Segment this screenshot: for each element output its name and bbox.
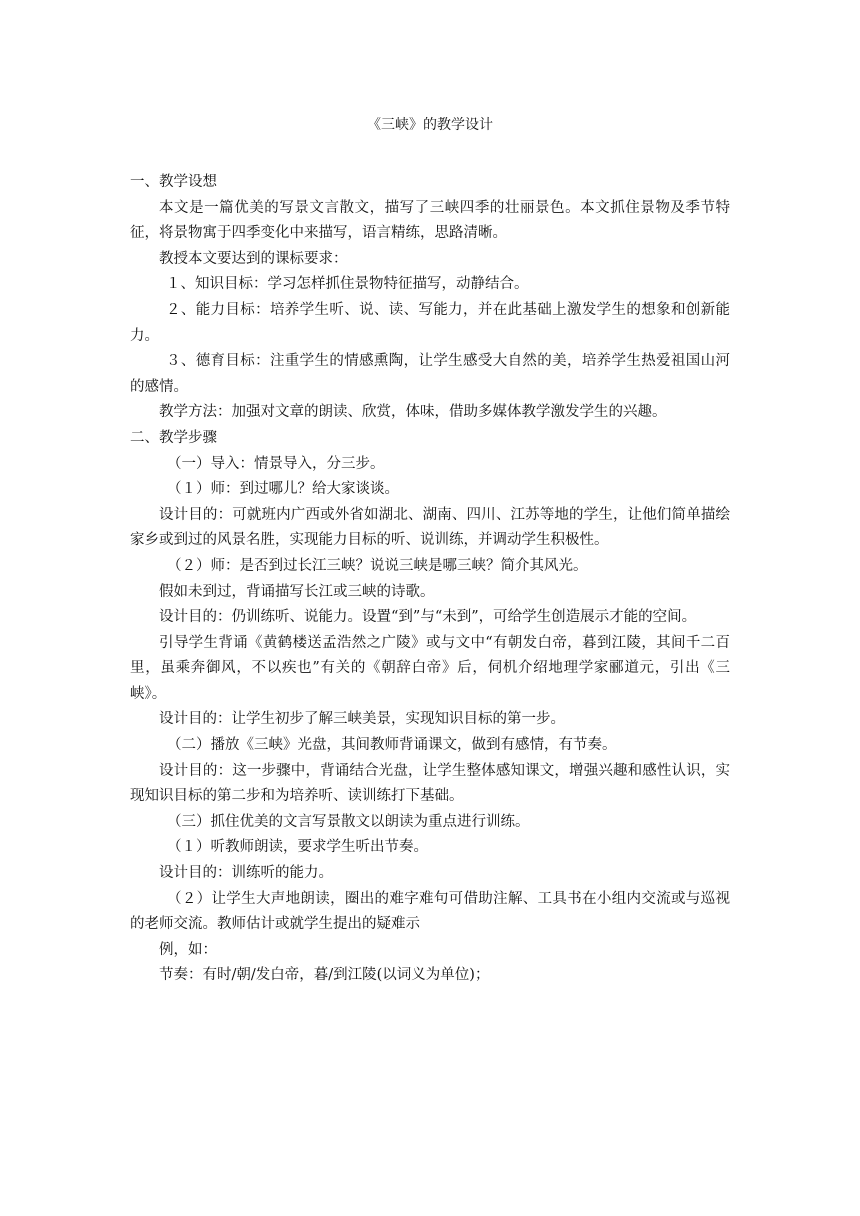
paragraph: 设计目的：这一步骤中，背诵结合光盘，让学生整体感知课文，增强兴趣和感性认识，实现知识目标的第二步和为培养听、读训练打下基础。 bbox=[130, 762, 730, 805]
paragraph: （二）播放《三峡》光盘，其间教师背诵课文，做到有感情，有节奏。 bbox=[167, 737, 617, 754]
paragraph: ２、能力目标：培养学生听、说、读、写能力，并在此基础上激发学生的想象和创新能力。 bbox=[130, 301, 730, 344]
paragraph: 设计目的：训练听的能力。 bbox=[159, 865, 333, 882]
section-heading: 二、教学步骤 bbox=[130, 429, 217, 446]
paragraph: １、知识目标：学习怎样抓住景物特征描写，动静结合。 bbox=[166, 276, 529, 293]
document-body bbox=[130, 170, 730, 989]
paragraph: （１）师：到过哪儿？给大家谈谈。 bbox=[167, 481, 399, 498]
paragraph: 假如未到过，背诵描写长江或三峡的诗歌。 bbox=[159, 583, 435, 600]
paragraph: （２）让学生大声地朗读，圈出的难字难句可借助注解、工具书在小组内交流或与巡视的老师交流。教师估计或就学生提出的疑难示 bbox=[130, 890, 730, 933]
paragraph: （２）师：是否到过长江三峡？说说三峡是哪三峡？简介其风光。 bbox=[167, 557, 588, 574]
paragraph: 引导学生背诵《黄鹤楼送孟浩然之广陵》或与文中“有朝发白帝，暮到江陵，其间千二百里，虽乘奔御风，不以疾也”有关的《朝辞白帝》后，伺机介绍地理学家郦道元，引出《三峡》。 bbox=[130, 634, 730, 702]
paragraph: 例，如： bbox=[159, 941, 217, 958]
paragraph: ３、德育目标：注重学生的情感熏陶，让学生感受大自然的美，培养学生热爱祖国山河的感情。 bbox=[130, 353, 730, 395]
paragraph: （１）听教师朗读，要求学生听出节奏。 bbox=[167, 839, 428, 856]
paragraph: （一）导入：情景导入，分三步。 bbox=[167, 455, 385, 472]
document-title: 《三峡》的教学设计 bbox=[367, 117, 493, 133]
paragraph: 教学方法：加强对文章的朗读、欣赏，体味，借助多媒体教学激发学生的兴趣。 bbox=[159, 404, 667, 421]
section-heading: 一、教学设想 bbox=[130, 174, 217, 190]
paragraph: 节奏：有时/朝/发白帝，暮/到江陵(以词义为单位)； bbox=[159, 967, 490, 984]
paragraph: 设计目的：仍训练听、说能力。设置“到”与“未到”，可给学生创造展示才能的空间。 bbox=[159, 609, 697, 626]
paragraph: （三）抓住优美的文言写景散文以朗读为重点进行训练。 bbox=[167, 813, 530, 830]
paragraph: 设计目的：可就班内广西或外省如湖北、湖南、四川、江苏等地的学生，让他们简单描绘家乡或到过的风景名胜，实现能力目标的听、说训练，并调动学生积极性。 bbox=[130, 506, 730, 549]
paragraph: 本文是一篇优美的写景文言散文，描写了三峡四季的壮丽景色。本文抓住景物及季节特征，将景物寓于四季变化中来描写，语言精练，思路清晰。 bbox=[130, 199, 730, 242]
paragraph: 教授本文要达到的课标要求： bbox=[159, 250, 348, 267]
paragraph: 设计目的：让学生初步了解三峡美景，实现知识目标的第一步。 bbox=[159, 711, 565, 728]
